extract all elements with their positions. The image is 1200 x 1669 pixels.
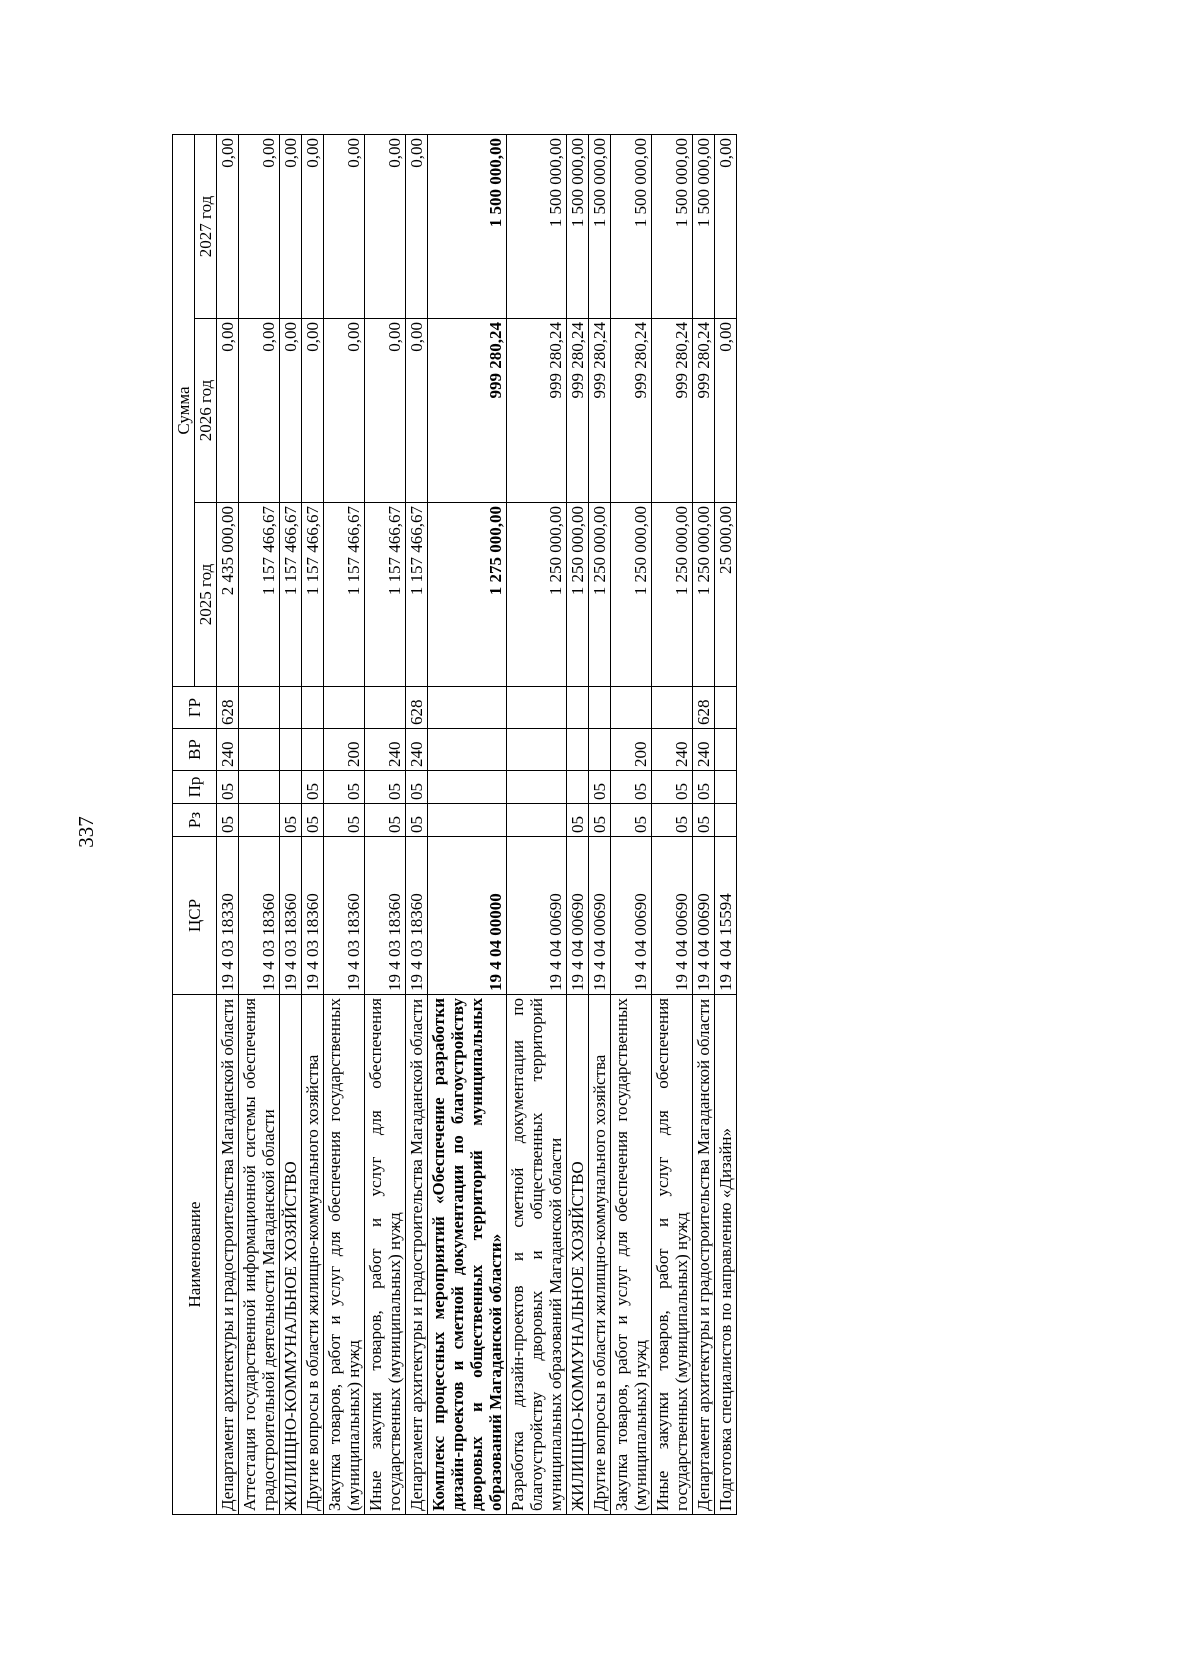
cell-gr: 628 [693,687,715,729]
cell-rz [715,804,737,837]
cell-vr: 240 [365,729,406,771]
cell-vr [280,729,302,771]
cell-csr: 19 4 04 00690 [507,837,567,995]
cell-gr [652,687,693,729]
cell-pr: 05 [324,771,365,804]
cell-2025: 1 157 466,67 [324,503,365,687]
cell-rz: 05 [589,804,611,837]
table-row [365,134,406,1514]
cell-2025: 25 000,00 [715,503,737,687]
header-vr: ВР [173,729,217,771]
cell-2026: 999 280,24 [611,319,652,503]
cell-csr: 19 4 03 18360 [365,837,406,995]
table-row [567,134,589,1514]
cell-2027: 1 500 000,00 [693,134,715,318]
cell-name: Закупка товаров, работ и услуг для обеспечения государственных (муниципальных) нужд [324,995,365,1515]
cell-2026: 0,00 [239,319,280,503]
budget-table [172,134,737,1515]
table-row [611,134,652,1514]
cell-csr: 19 4 03 18360 [239,837,280,995]
cell-2027: 1 500 000,00 [507,134,567,318]
cell-vr: 200 [611,729,652,771]
cell-name: Аттестация государственной информационной системы обеспечения градостроительной деятельности Магаданской области [239,995,280,1515]
table-row [217,134,239,1514]
cell-csr: 19 4 04 00690 [589,837,611,995]
table-row [280,134,302,1514]
cell-2026: 0,00 [302,319,324,503]
cell-rz: 05 [567,804,589,837]
header-gr: ГР [173,687,217,729]
rotated-table-wrapper [172,135,1052,1515]
cell-csr: 19 4 04 00690 [693,837,715,995]
cell-2027: 0,00 [324,134,365,318]
table-row [693,134,715,1514]
cell-pr [239,771,280,804]
cell-rz [239,804,280,837]
header-rz: Рз [173,804,217,837]
cell-2026: 0,00 [324,319,365,503]
cell-name: Комплекс процессных мероприятий «Обеспечение разработки дизайн-проектов и сметной документации по благоустройству дворовых и общественных территорий муниципальных образований Магаданской области» [428,995,507,1515]
cell-2026: 999 280,24 [567,319,589,503]
cell-pr [507,771,567,804]
cell-2025: 1 157 466,67 [365,503,406,687]
cell-2027: 0,00 [715,134,737,318]
table-body [217,134,737,1514]
cell-gr [428,687,507,729]
cell-pr: 05 [611,771,652,804]
header-2025: 2025 год [195,503,217,687]
cell-name: Закупка товаров, работ и услуг для обеспечения государственных (муниципальных) нужд [611,995,652,1515]
cell-2027: 0,00 [365,134,406,318]
cell-rz: 05 [280,804,302,837]
cell-vr [715,729,737,771]
cell-csr: 19 4 04 15594 [715,837,737,995]
cell-rz [428,804,507,837]
cell-rz: 05 [302,804,324,837]
cell-csr: 19 4 04 00000 [428,837,507,995]
cell-rz: 05 [693,804,715,837]
cell-csr: 19 4 03 18330 [217,837,239,995]
cell-2026: 999 280,24 [693,319,715,503]
cell-2027: 0,00 [239,134,280,318]
table-row [324,134,365,1514]
cell-rz: 05 [365,804,406,837]
cell-gr [239,687,280,729]
cell-gr: 628 [217,687,239,729]
cell-pr: 05 [406,771,428,804]
cell-2027: 0,00 [280,134,302,318]
cell-gr [589,687,611,729]
cell-csr: 19 4 04 00690 [567,837,589,995]
cell-gr [715,687,737,729]
cell-gr [280,687,302,729]
cell-gr [611,687,652,729]
cell-rz: 05 [406,804,428,837]
cell-vr [507,729,567,771]
table-row [428,134,507,1514]
cell-name: Иные закупки товаров, работ и услуг для обеспечения государственных (муниципальных) нужд [365,995,406,1515]
cell-vr [302,729,324,771]
header-2026: 2026 год [195,319,217,503]
cell-2025: 2 435 000,00 [217,503,239,687]
cell-gr: 628 [406,687,428,729]
table-row [715,134,737,1514]
cell-name: Департамент архитектуры и градостроительства Магаданской области [693,995,715,1515]
cell-2025: 1 250 000,00 [589,503,611,687]
cell-pr [428,771,507,804]
cell-vr: 200 [324,729,365,771]
cell-2027: 1 500 000,00 [611,134,652,318]
cell-pr [715,771,737,804]
cell-name: Департамент архитектуры и градостроительства Магаданской области [406,995,428,1515]
cell-gr [324,687,365,729]
table-row [302,134,324,1514]
cell-2025: 1 250 000,00 [693,503,715,687]
cell-name: ЖИЛИЩНО-КОММУНАЛЬНОЕ ХОЗЯЙСТВО [280,995,302,1515]
cell-gr [302,687,324,729]
cell-pr [567,771,589,804]
cell-rz [507,804,567,837]
cell-2025: 1 275 000,00 [428,503,507,687]
cell-name: ЖИЛИЩНО-КОММУНАЛЬНОЕ ХОЗЯЙСТВО [567,995,589,1515]
table-row [239,134,280,1514]
cell-name: Подготовка специалистов по направлению «Дизайн» [715,995,737,1515]
cell-gr [507,687,567,729]
cell-pr: 05 [302,771,324,804]
cell-vr [567,729,589,771]
cell-vr [428,729,507,771]
cell-rz: 05 [217,804,239,837]
cell-2025: 1 250 000,00 [611,503,652,687]
cell-2026: 999 280,24 [652,319,693,503]
table-row [589,134,611,1514]
cell-csr: 19 4 04 00690 [611,837,652,995]
cell-csr: 19 4 03 18360 [324,837,365,995]
cell-2025: 1 157 466,67 [280,503,302,687]
cell-2026: 0,00 [406,319,428,503]
cell-2026: 0,00 [365,319,406,503]
page-number: 337 [74,816,98,848]
cell-pr: 05 [217,771,239,804]
cell-pr: 05 [365,771,406,804]
cell-2027: 1 500 000,00 [567,134,589,318]
cell-name: Иные закупки товаров, работ и услуг для обеспечения государственных (муниципальных) нужд [652,995,693,1515]
cell-2025: 1 250 000,00 [652,503,693,687]
cell-vr: 240 [406,729,428,771]
cell-csr: 19 4 03 18360 [302,837,324,995]
cell-rz: 05 [652,804,693,837]
cell-pr [280,771,302,804]
cell-vr [239,729,280,771]
cell-rz: 05 [611,804,652,837]
cell-2026: 0,00 [715,319,737,503]
header-pr: Пр [173,771,217,804]
cell-2025: 1 250 000,00 [567,503,589,687]
cell-csr: 19 4 04 00690 [652,837,693,995]
cell-2027: 1 500 000,00 [652,134,693,318]
cell-rz: 05 [324,804,365,837]
header-name: Наименование [173,995,217,1515]
cell-2027: 0,00 [217,134,239,318]
table-row [406,134,428,1514]
table-row [507,134,567,1514]
cell-2026: 999 280,24 [507,319,567,503]
cell-2025: 1 157 466,67 [239,503,280,687]
cell-2026: 999 280,24 [589,319,611,503]
cell-name: Разработка дизайн-проектов и сметной документации по благоустройству дворовых и общественных территорий муниципальных образований Магаданской области [507,995,567,1515]
cell-vr: 240 [217,729,239,771]
cell-name: Другие вопросы в области жилищно-коммунального хозяйства [302,995,324,1515]
cell-gr [365,687,406,729]
cell-csr: 19 4 03 18360 [280,837,302,995]
header-2027: 2027 год [195,134,217,318]
header-row-1 [173,134,195,1514]
cell-pr: 05 [652,771,693,804]
cell-2027: 0,00 [406,134,428,318]
cell-2025: 1 157 466,67 [302,503,324,687]
cell-name: Департамент архитектуры и градостроительства Магаданской области [217,995,239,1515]
cell-2027: 1 500 000,00 [589,134,611,318]
cell-vr: 240 [693,729,715,771]
cell-2026: 0,00 [280,319,302,503]
cell-2026: 999 280,24 [428,319,507,503]
cell-name: Другие вопросы в области жилищно-коммунального хозяйства [589,995,611,1515]
cell-2026: 0,00 [217,319,239,503]
cell-vr: 240 [652,729,693,771]
table-row [652,134,693,1514]
cell-pr: 05 [589,771,611,804]
cell-2025: 1 157 466,67 [406,503,428,687]
cell-gr [567,687,589,729]
cell-2027: 1 500 000,00 [428,134,507,318]
cell-vr [589,729,611,771]
cell-2025: 1 250 000,00 [507,503,567,687]
cell-pr: 05 [693,771,715,804]
cell-2027: 0,00 [302,134,324,318]
header-sum: Сумма [173,134,195,686]
cell-csr: 19 4 03 18360 [406,837,428,995]
header-csr: ЦСР [173,837,217,995]
